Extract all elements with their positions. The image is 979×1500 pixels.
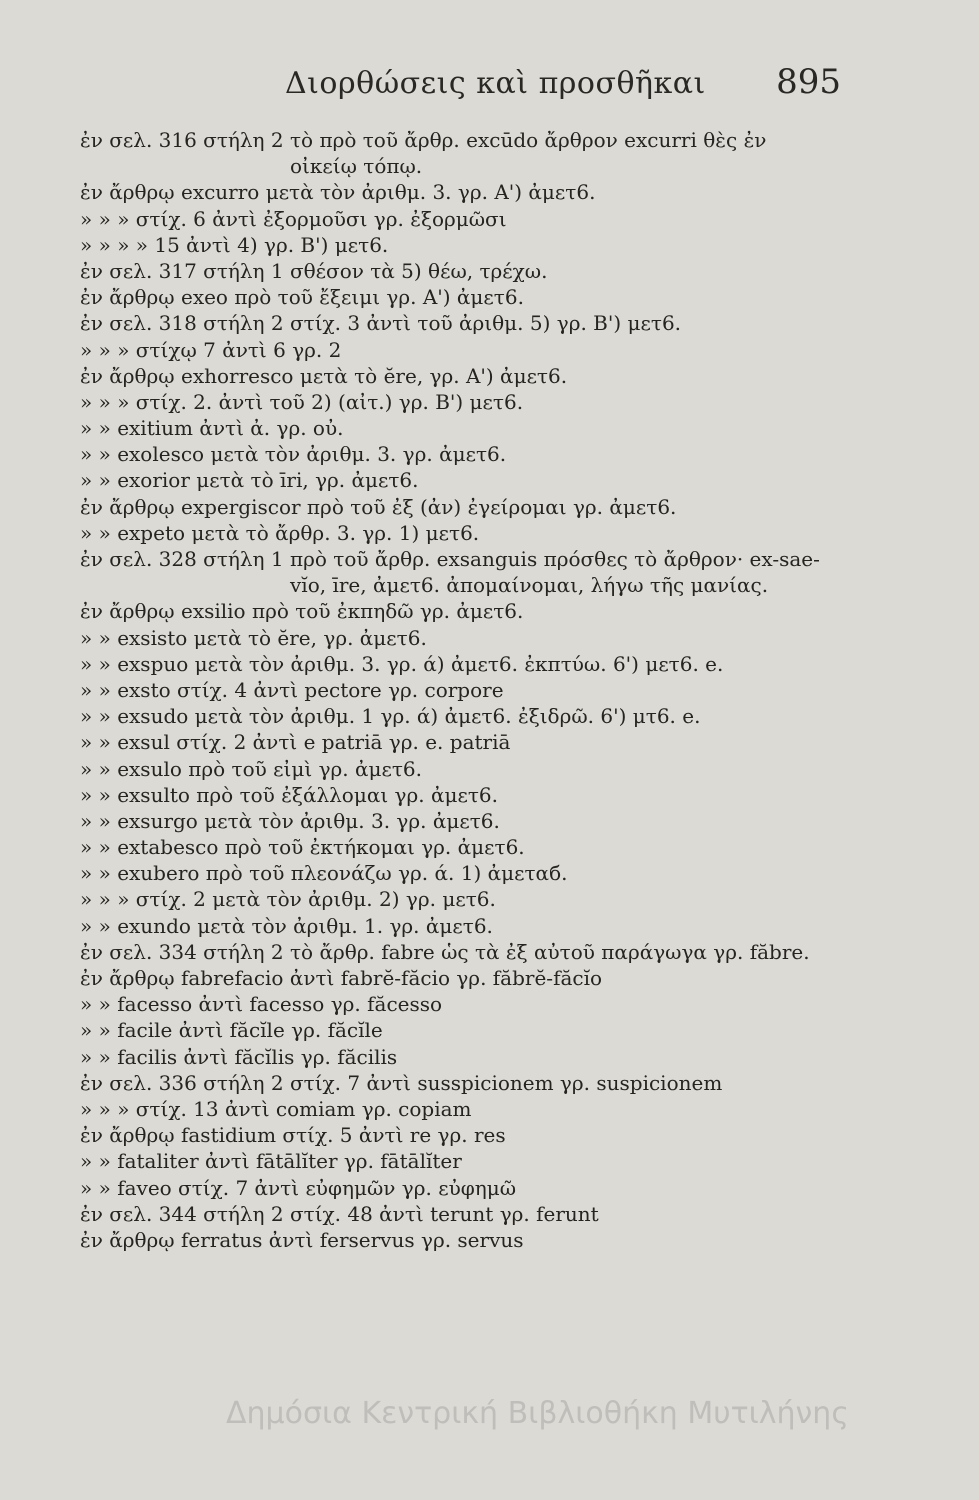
correction-line: » » exolesco μετὰ τὸν ἀριθμ. 3. γρ. ἀμετ6. (80, 442, 507, 467)
correction-line: » » » στίχῳ 7 ἀντὶ 6 γρ. 2 (80, 337, 342, 362)
correction-line: » » » στίχ. 13 ἀντὶ comiam γρ. copiam (80, 1096, 472, 1121)
correction-line: » » exsulo πρὸ τοῦ εἰμὶ γρ. ἀμετ6. (80, 756, 423, 781)
library-watermark: Δημόσια Κεντρική Βιβλιοθήκη Μυτιλήνης (226, 1396, 849, 1431)
correction-line: ἐν σελ. 317 στήλη 1 σθέσον τὰ 5) θέω, τρέχω. (80, 258, 548, 283)
correction-line: » » expeto μετὰ τὸ ἄρθρ. 3. γρ. 1) μετ6. (80, 520, 480, 545)
correction-line: » » exubero πρὸ τοῦ πλεονάζω γρ. ά. 1) ἀμεταб. (80, 861, 568, 886)
correction-line: » » exspuo μετὰ τὸν ἀριθμ. 3. γρ. ά) ἀμετ6. ἐκπτύω. 6') μετ6. e. (80, 651, 724, 676)
correction-line: » » facesso ἀντὶ facesso γρ. făcesso (80, 992, 443, 1017)
correction-line: » » extabesco πρὸ τοῦ ἐκτήκομαι γρ. ἀμετ6. (80, 835, 525, 860)
correction-line: » » exsto στίχ. 4 ἀντὶ pectore γρ. corpore (80, 677, 504, 702)
corrections-list (80, 127, 850, 1253)
correction-line: ἐν ἄρθρῳ exeo πρὸ τοῦ ἔξειμι γρ. Α') ἀμετ6. (80, 285, 524, 310)
correction-line: οἰκείῳ τόπῳ. (290, 154, 423, 179)
running-title: Διορθώσεις καὶ προσθῆκαι (285, 66, 706, 101)
correction-line: » » exsul στίχ. 2 ἀντὶ e patriā γρ. e. patriā (80, 730, 511, 755)
correction-line: » » fataliter ἀντὶ fātālĭter γρ. fātālĭter (80, 1149, 462, 1174)
correction-line: » » » στίχ. 6 ἀντὶ ἐξορμοῦσι γρ. ἐξορμῶσι (80, 206, 507, 231)
correction-line: » » exsudo μετὰ τὸν ἀριθμ. 1 γρ. ά) ἀμετ6. ἐξιδρῶ. 6') μτ6. e. (80, 704, 701, 729)
correction-line: » » » στίχ. 2. ἀντὶ τοῦ 2) (αἰτ.) γρ. Β') μετ6. (80, 389, 524, 414)
correction-line: ἐν σελ. 318 στήλη 2 στίχ. 3 ἀντὶ τοῦ ἀριθμ. 5) γρ. Β') μετ6. (80, 311, 682, 336)
correction-line: » » exitium ἀντὶ ἀ. γρ. οὐ. (80, 416, 344, 441)
correction-line: ἐν ἄρθρῳ expergiscor πρὸ τοῦ ἐξ (ἀν) ἐγείρομαι γρ. ἀμετ6. (80, 494, 677, 519)
correction-line: » » exsisto μετὰ τὸ ĕre, γρ. ἀμετ6. (80, 625, 427, 650)
correction-line: ἐν ἄρθρῳ exsilio πρὸ τοῦ ἐκπηδῶ γρ. ἀμετ6. (80, 599, 524, 624)
correction-line: ἐν σελ. 344 στήλη 2 στίχ. 48 ἀντὶ terunt γρ. ferunt (80, 1201, 599, 1226)
correction-line: » » exsulto πρὸ τοῦ ἐξάλλομαι γρ. ἀμετ6. (80, 782, 498, 807)
page-number: 895 (776, 62, 841, 102)
correction-line: » » » » 15 ἀντὶ 4) γρ. Β') μετ6. (80, 232, 389, 257)
correction-line: ἐν σελ. 316 στήλη 2 τὸ πρὸ τοῦ ἄρθρ. excūdo ἄρθρον excurri θὲς ἐν (80, 128, 767, 152)
page-header (0, 62, 979, 112)
correction-line: ἐν ἄρθρῳ ferratus ἀντὶ ferservus γρ. servus (80, 1227, 524, 1252)
correction-line: » » facile ἀντὶ făcĭle γρ. făcĭle (80, 1018, 383, 1043)
correction-line: ἐν σελ. 334 στήλη 2 τὸ ἄρθρ. fabre ὡς τὰ ἐξ αὐτοῦ παράγωγα γρ. făbre. (80, 939, 810, 964)
correction-line: ἐν ἄρθρῳ fastidium στίχ. 5 ἀντὶ re γρ. res (80, 1123, 506, 1148)
correction-line: » » » στίχ. 2 μετὰ τὸν ἀριθμ. 2) γρ. μετ6. (80, 887, 496, 912)
correction-line: » » facilis ἀντὶ făcĭlis γρ. făcilis (80, 1044, 398, 1069)
correction-line: vĭo, īre, ἀμετ6. ἀπομαίνομαι, λήγω τῆς μανίας. (290, 573, 769, 598)
correction-line: » » exsurgo μετὰ τὸν ἀριθμ. 3. γρ. ἀμετ6. (80, 808, 500, 833)
correction-line: ἐν ἄρθρῳ exhorresco μετὰ τὸ ĕre, γρ. Α') ἀμετ6. (80, 363, 568, 388)
correction-line: » » exundo μετὰ τὸν ἀριθμ. 1. γρ. ἀμετ6. (80, 913, 493, 938)
correction-line: ἐν ἄρθρῳ excurro μετὰ τὸν ἀριθμ. 3. γρ. Α') ἀμετ6. (80, 180, 596, 205)
correction-line: » » faveo στίχ. 7 ἀντὶ εὐφημῶν γρ. εὐφημῶ (80, 1175, 517, 1200)
correction-line: ἐν σελ. 328 στήλη 1 πρὸ τοῦ ἄρθρ. exsanguis πρόσθες τὸ ἄρθρον· ex-sae- (80, 547, 820, 571)
correction-line: » » exorior μετὰ τὸ īri, γρ. ἀμετ6. (80, 468, 419, 493)
correction-line: ἐν σελ. 336 στήλη 2 στίχ. 7 ἀντὶ susspicionem γρ. suspicionem (80, 1070, 723, 1095)
correction-line: ἐν ἄρθρῳ fabrefacio ἀντὶ fabrĕ-făcio γρ. făbrĕ-făcĭo (80, 966, 603, 990)
